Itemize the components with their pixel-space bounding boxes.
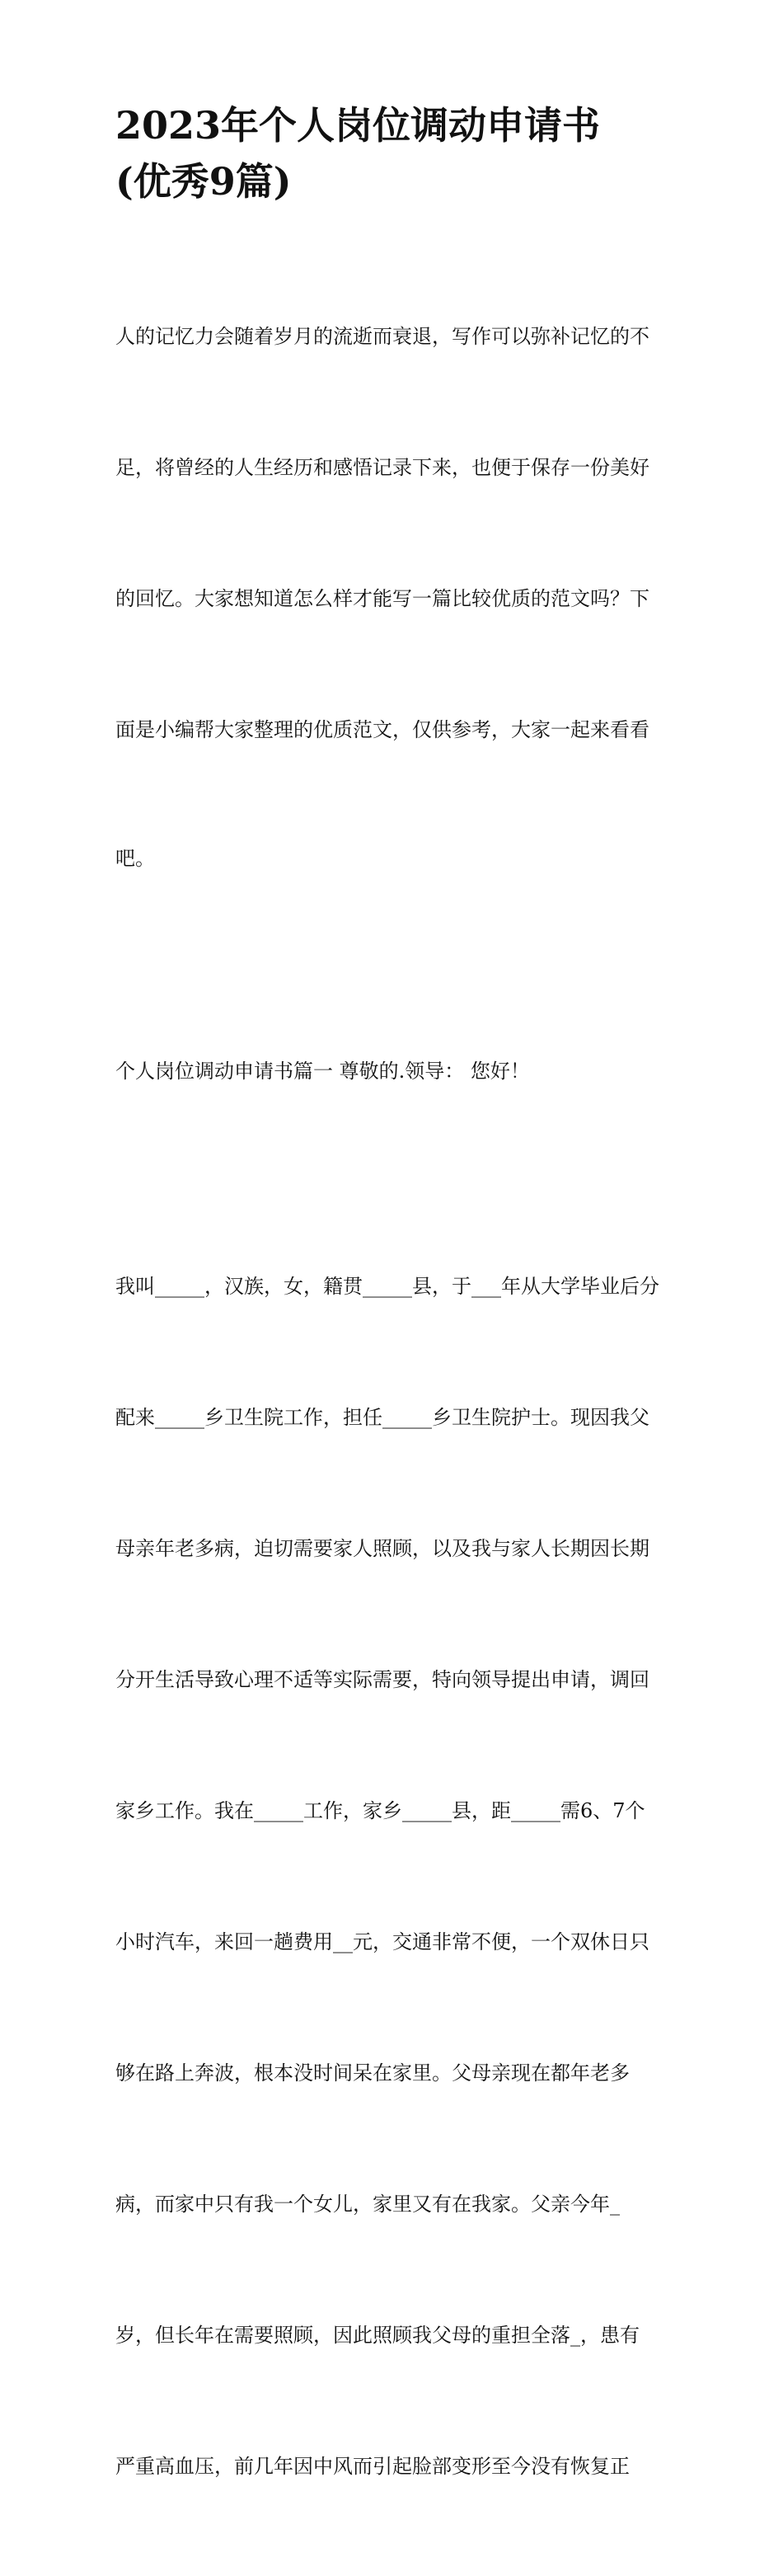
letter-line: 病，而家中只有我一个女儿，家里又有在我家。父亲今年_ — [115, 2193, 620, 2216]
letter-paragraph — [115, 1178, 669, 2576]
intro-line: 足，将曾经的人生经历和感悟记录下来，也便于保存一份美好 — [115, 456, 649, 479]
letter-line: 我叫_____，汉族，女，籍贯_____县，于___年从大学毕业后分 — [115, 1275, 659, 1298]
section-heading-line — [115, 965, 669, 1178]
intro-line: 人的记忆力会随着岁月的流逝而衰退，写作可以弥补记忆的不 — [115, 325, 649, 348]
intro-line: 的回忆。大家想知道怎么样才能写一篇比较优质的范文吗？下 — [115, 587, 649, 610]
document-title — [115, 97, 669, 209]
letter-line: 配来_____乡卫生院工作，担任_____乡卫生院护士。现因我父 — [115, 1406, 649, 1429]
document-body — [115, 228, 669, 2576]
letter-line: 分开生活导致心理不适等实际需要，特向领导提出申请，调回 — [115, 1668, 649, 1691]
letter-line: 母亲年老多病，迫切需要家人照顾，以及我与家人长期因长期 — [115, 1537, 649, 1560]
intro-line: 面是小编帮大家整理的优质范文，仅供参考，大家一起来看看 — [115, 718, 649, 741]
letter-line: 够在路上奔波，根本没时间呆在家里。父母亲现在都年老多 — [115, 2061, 630, 2085]
intro-line: 吧。 — [115, 847, 155, 870]
title-line-1: 2023年个人岗位调动申请书 — [115, 103, 601, 148]
letter-line: 岁，但长年在需要照顾，因此照顾我父母的重担全落_，患有 — [115, 2324, 640, 2347]
letter-line: 家乡工作。我在_____工作，家乡_____县，距_____需6、7个 — [115, 1799, 645, 1822]
document-page — [115, 97, 669, 2576]
title-line-2: (优秀9篇) — [115, 159, 292, 204]
section-heading: 个人岗位调动申请书篇一 尊敬的.领导： 您好！ — [115, 1060, 530, 1083]
letter-line: 小时汽车，来回一趟费用__元，交通非常不便，一个双休日只 — [115, 1930, 649, 1953]
intro-paragraph — [115, 228, 669, 965]
letter-line: 严重高血压，前几年因中风而引起脸部变形至今没有恢复正 — [115, 2455, 630, 2478]
